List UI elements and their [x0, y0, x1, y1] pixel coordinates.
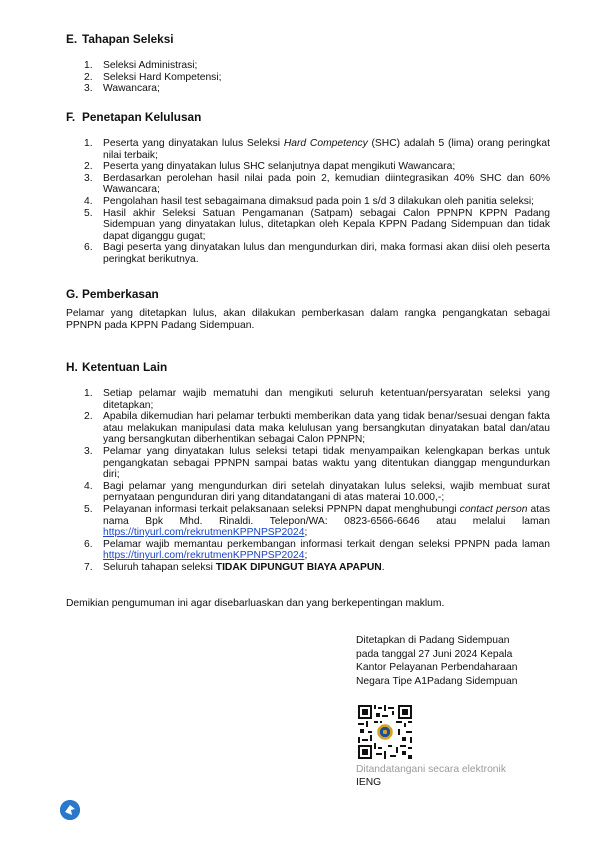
section-e-list	[84, 60, 544, 95]
list-item: 3. Pelamar yang dinyatakan lulus seleksi tetapi tidak menyampaikan kelengkapan berkas untuk pengangkatan sebagai PPNPN sampai batas waktu yang ditentukan dianggap mengundurkan diri;	[84, 445, 550, 481]
recruitment-link[interactable]: https://tinyurl.com/rekrutmenKPPNPSP2024	[103, 550, 305, 562]
section-f-list	[84, 138, 550, 266]
list-item: 2. Apabila dikemudian hari pelamar terbukti memberikan data yang tidak benar/sesuai dengan fakta atau melakukan manipulasi data maka kelulusan yang bersangkutan dinyatakan batal dan/atau yang bersangkutan diberhentikan sebagai Calon PPNPN;	[84, 411, 550, 446]
signature-line: pada tanggal 27 Juni 2024 Kepala	[356, 648, 513, 660]
section-h-title: Ketentuan Lain	[82, 360, 168, 374]
list-item: 7. Seluruh tahapan seleksi TIDAK DIPUNGUT BIAYA APAPUN.	[84, 561, 385, 573]
list-item: 4. Bagi pelamar yang mengundurkan diri setelah dinyatakan lulus seleksi, wajib membuat surat pernyataan pengunduran diri yang ditandatangani di atas materai 10.000,-;	[84, 480, 550, 504]
section-h-letter: H.	[66, 360, 78, 374]
list-item: 3. Berdasarkan perolehan hasil nilai pada poin 2, kemudian diintegrasikan 40% SHC dan 60% Wawancara;	[84, 172, 550, 196]
section-g-letter: G.	[66, 287, 79, 301]
section-e-letter: E.	[66, 32, 78, 46]
section-f-title: Penetapan Kelulusan	[82, 110, 202, 124]
qr-code-icon	[356, 703, 414, 761]
section-g-text: Pelamar yang ditetapkan lulus, akan dilakukan pemberkasan dalam rangka pengangkatan sebagai PPNPN pada KPPN Padang Sidempuan.	[66, 308, 550, 331]
list-item: 1. Seleksi Administrasi;	[84, 60, 198, 71]
signatory-name: IENG	[356, 777, 382, 788]
section-f-heading	[66, 110, 201, 124]
section-h-list	[84, 388, 550, 574]
section-e-title: Tahapan Seleksi	[82, 32, 174, 46]
list-item: 1. Peserta yang dinyatakan lulus Seleksi Hard Competency (SHC) adalah 5 (lima) orang peringkat nilai terbaik;	[84, 138, 550, 161]
section-g-heading	[66, 287, 159, 301]
signature-block	[356, 634, 556, 689]
list-item: 2. Peserta yang dinyatakan lulus SHC selanjutnya dapat mengikuti Wawancara;	[84, 161, 456, 173]
signature-line: Ditetapkan di Padang Sidempuan	[356, 635, 510, 646]
list-item: 3. Wawancara;	[84, 83, 160, 95]
closing-text: Demikian pengumuman ini agar disebarluaskan dan yang berkepentingan maklum.	[66, 598, 445, 609]
list-item: 6. Bagi peserta yang dinyatakan lulus dan mengundurkan diri, maka formasi akan diisi oleh peserta peringkat berikutnya.	[84, 242, 550, 265]
signature-line: Kantor Pelayanan Perbendaharaan	[356, 662, 518, 674]
list-item: 6. Pelamar wajib memantau perkembangan informasi terkait dengan seleksi PPNPN pada laman https://tinyurl.com/rekrutmenKPPNPSP2024;	[84, 538, 550, 562]
list-item: 5. Hasil akhir Seleksi Satuan Pengamanan (Satpam) sebagai Calon PPNPN KPPN Padang Sidempuan yang dinyatakan lulus, ditetapkan oleh Kepala KPPN Padang Sidempuan dan tidak dapat diganggu gugat;	[84, 207, 550, 242]
app-launcher-icon[interactable]	[60, 800, 80, 820]
list-item: 5. Pelayanan informasi terkait pelaksanaan seleksi PPNPN dapat menghubungi contact person atas nama Bpk Mhd. Rinaldi. Telepon/WA: 0823-6566-6646 atau melalui laman https://tinyurl.com/rekrutmenKPPNPSP2024;	[84, 503, 550, 539]
list-item: 4. Pengolahan hasil test sebagaimana dimaksud pada poin 1 s/d 3 dilakukan oleh panitia seleksi;	[84, 195, 535, 207]
section-f-letter: F.	[66, 110, 76, 124]
signature-note: Ditandatangani secara elektronik	[356, 764, 506, 775]
section-g-title: Pemberkasan	[82, 287, 159, 301]
signature-line: Negara Tipe A1Padang Sidempuan	[356, 676, 518, 688]
section-h-heading	[66, 360, 167, 374]
list-item: 1. Setiap pelamar wajib mematuhi dan mengikuti seluruh ketentuan/persyaratan seleksi yang ditetapkan;	[84, 388, 550, 411]
list-item: 2. Seleksi Hard Kompetensi;	[84, 71, 222, 83]
recruitment-link[interactable]: https://tinyurl.com/rekrutmenKPPNPSP2024	[103, 527, 305, 539]
section-e-heading	[66, 32, 174, 46]
